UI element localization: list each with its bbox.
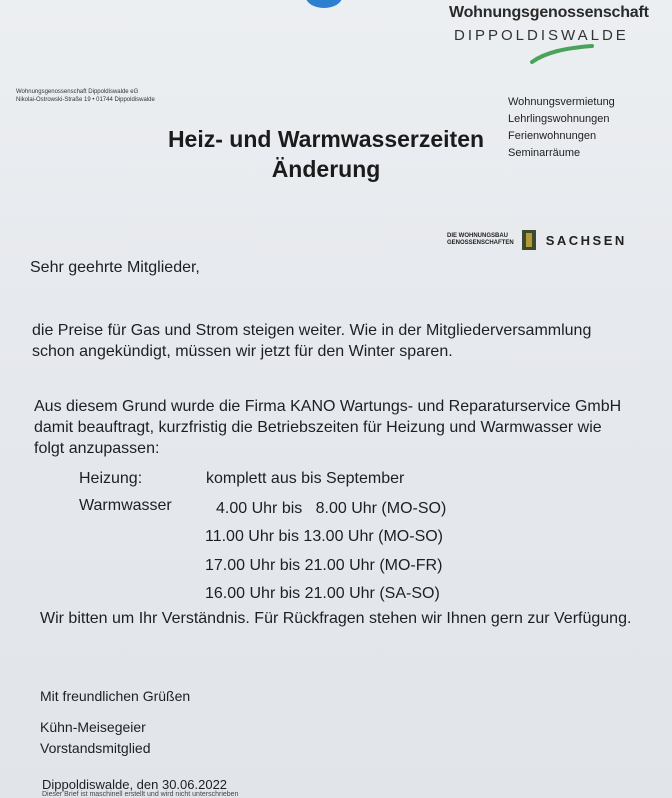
sender-line-1: Wohnungsgenossenschaft Dippoldiswalde eG [16,89,139,95]
title-line-2: Änderung [271,156,381,182]
paragraph-2: Aus diesem Grund wurde die Firma KANO Wartungs- und Reparaturservice GmbH damit beauftragt, kurzfristig die Betriebszeiten für Heizung und Warmwasser wie folgt anzupassen: [34,398,622,457]
service-item: Ferienwohnungen [508,130,597,142]
brand-name: Wohnungsgenossenschaft [449,4,649,21]
footnote: Dieser Brief ist maschinell erstellt und wird nicht unterschrieben [42,791,239,798]
letter-title [0,124,652,184]
schedule-value: 4.00 Uhr bis 8.00 Uhr (MO-SO) [216,500,447,517]
partner-line-1: DIE WOHNUNGSBAU [447,233,508,239]
sender-address [16,88,155,104]
push-pin-icon [306,0,342,8]
service-item: Lehrlingswohnungen [508,113,610,125]
service-item: Wohnungsvermietung [508,96,615,108]
title-line-1: Heiz- und Warmwasserzeiten [167,126,485,152]
salutation: Sehr geehrte Mitglieder, [30,259,200,276]
signer-name: Kühn-Meisegeier [40,719,146,735]
schedule-label: Heizung: [79,470,143,487]
brand-swoosh-icon [526,40,596,66]
schedule-value: 17.00 Uhr bis 21.00 Uhr (MO-FR) [205,557,443,574]
service-item: Seminarräume [508,147,581,159]
partner-logo [447,230,627,250]
schedule-value: 11.00 Uhr bis 13.00 Uhr (MO-SO) [205,528,444,545]
paragraph-1: die Preise für Gas und Strom steigen weiter. Wie in der Mitgliederversammlung schon angekündigt, müssen wir jetzt für den Winter sparen. [32,322,592,360]
sender-line-2: Nikolai-Ostrowski-Straße 19 • 01744 Dippoldiswalde [16,97,155,103]
partner-line-2: GENOSSENSCHAFTEN [447,240,514,246]
signer-role: Vorstandsmitglied [40,740,151,756]
closing-paragraph: Wir bitten um Ihr Verständnis. Für Rückfragen stehen wir Ihnen gern zur Verfügung. [40,610,632,627]
schedule-value: 16.00 Uhr bis 21.00 Uhr (SA-SO) [205,585,440,602]
schedule-label: Warmwasser [79,497,172,514]
partner-state: SACHSEN [545,232,627,248]
greeting: Mit freundlichen Grüßen [40,688,191,704]
date-line: Dippoldiswalde, den 30.06.2022 [42,777,228,792]
signature-block [40,686,190,759]
partner-mark-icon [522,230,536,250]
brand-city: DIPPOLDISWALDE [454,27,629,44]
schedule-value: komplett aus bis September [206,470,405,487]
